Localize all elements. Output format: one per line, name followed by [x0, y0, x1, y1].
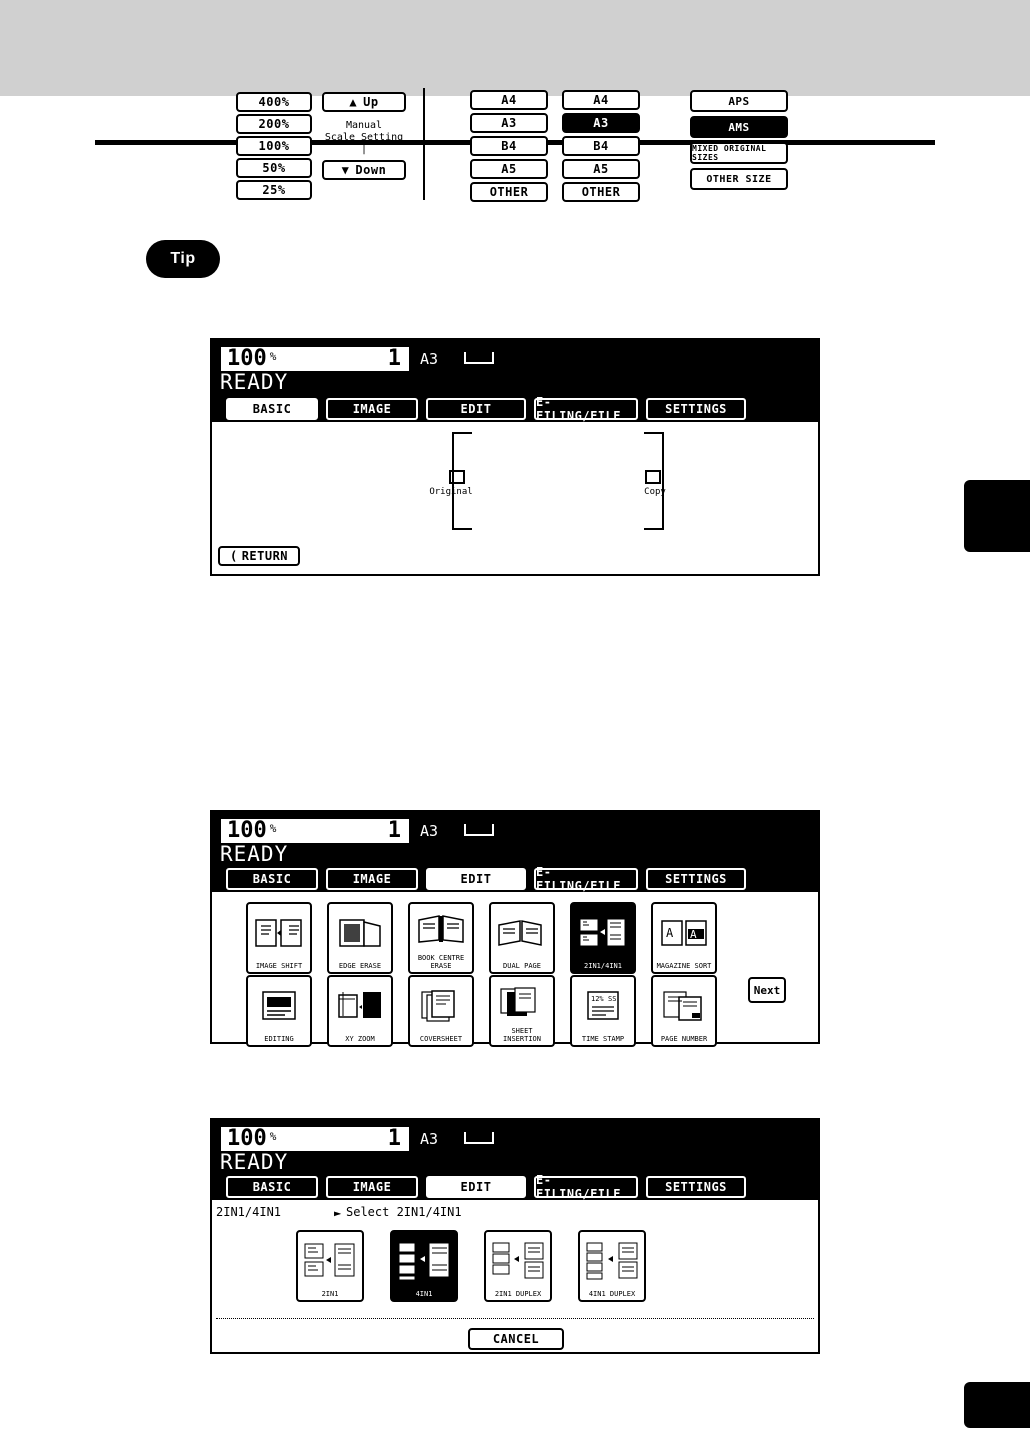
scale-down-button[interactable]	[322, 160, 406, 180]
function-page-number[interactable]	[651, 975, 717, 1047]
tab-edit[interactable]: EDIT	[426, 868, 526, 890]
function-sheet-insertion[interactable]	[489, 975, 555, 1047]
zoom-preset-100[interactable]: 100%	[236, 136, 312, 156]
original-size-a4[interactable]: A4	[470, 90, 548, 110]
tab-efiling-file[interactable]: E-FILING/FILE	[534, 868, 638, 890]
other-size-button[interactable]: OTHER SIZE	[690, 168, 788, 190]
mode-label: 2IN1 DUPLEX	[494, 1290, 542, 1298]
function-label: EDITING	[264, 1035, 294, 1043]
original-label: Original	[429, 487, 473, 497]
manual-caption-2: Scale Setting	[324, 132, 404, 143]
ratio-percent: %	[269, 349, 277, 363]
page-number-icon	[653, 977, 715, 1035]
manual-scale-caption	[322, 120, 406, 156]
return-label: RETURN	[241, 549, 289, 563]
function-coversheet[interactable]	[408, 975, 474, 1047]
editing-icon	[248, 977, 310, 1035]
time-stamp-icon	[572, 977, 634, 1035]
zoom-preset-200[interactable]: 200%	[236, 114, 312, 134]
copy-size-other[interactable]: OTHER	[562, 182, 640, 202]
ready-status: READY	[220, 1150, 289, 1174]
4in1-icon	[397, 1232, 451, 1290]
paper-tray-icon	[464, 1132, 494, 1144]
tab-image[interactable]: IMAGE	[326, 868, 418, 890]
copy-count: 1	[387, 346, 401, 371]
dual-page-icon	[491, 904, 553, 962]
function-xy-zoom[interactable]	[327, 975, 393, 1047]
function-editing[interactable]	[246, 975, 312, 1047]
tab-basic[interactable]: BASIC	[226, 868, 318, 890]
tab-basic[interactable]: BASIC	[226, 1176, 318, 1198]
svg-text:12%: 12%	[591, 995, 604, 1003]
next-button[interactable]: Next	[748, 977, 786, 1003]
tab-image[interactable]: IMAGE	[326, 398, 418, 420]
separator-line	[216, 1318, 814, 1319]
original-size-column	[470, 90, 548, 205]
edge-erase-icon	[329, 904, 391, 962]
mode-label: 4IN1 DUPLEX	[588, 1290, 636, 1298]
ams-button[interactable]: AMS	[690, 116, 788, 138]
function-2in1-4in1[interactable]	[570, 902, 636, 974]
copy-size-column	[562, 90, 640, 205]
function-label: IMAGE SHIFT	[255, 962, 303, 970]
original-size-other[interactable]: OTHER	[470, 182, 548, 202]
function-label: 2IN1/4IN1	[584, 962, 622, 970]
aps-button[interactable]: APS	[690, 90, 788, 112]
instruction-text: Select 2IN1/4IN1	[346, 1205, 462, 1219]
cancel-button[interactable]: CANCEL	[468, 1328, 564, 1350]
side-thumb-tab	[964, 480, 1030, 552]
ratio-value: 100	[227, 818, 267, 843]
zoom-screen-panel	[210, 338, 820, 576]
zoom-preset-column	[236, 92, 312, 202]
side-thumb-tab-bottom	[964, 1382, 1030, 1428]
mode-label: 4IN1	[415, 1290, 433, 1298]
edit-function-grid	[246, 902, 730, 1047]
function-label: PAGE NUMBER	[660, 1035, 708, 1043]
tab-efiling-file[interactable]: E-FILING/FILE	[534, 1176, 638, 1198]
ratio-percent: %	[269, 821, 277, 835]
page-header-band	[0, 0, 1030, 96]
function-label: EDGE ERASE	[338, 962, 382, 970]
tab-efiling-file[interactable]: E-FILING/FILE	[534, 398, 638, 420]
function-label: XY ZOOM	[345, 1035, 375, 1043]
copy-size-a3[interactable]: A3	[562, 113, 640, 133]
scale-up-button[interactable]	[322, 92, 406, 112]
manual-caption-1: Manual	[345, 120, 383, 131]
scale-up-label: Up	[363, 95, 379, 109]
mixed-original-sizes-button[interactable]: MIXED ORIGINAL SIZES	[690, 142, 788, 164]
tab-edit[interactable]: EDIT	[426, 398, 526, 420]
ratio-display	[220, 1126, 410, 1152]
function-image-shift[interactable]	[246, 902, 312, 974]
arrow-right-icon: ►	[334, 1206, 342, 1220]
function-label: SHEET INSERTION	[503, 1027, 541, 1043]
original-size-a3[interactable]: A3	[470, 113, 548, 133]
copy-size-a4[interactable]: A4	[562, 90, 640, 110]
copy-count: 1	[387, 1126, 401, 1151]
xy-zoom-icon	[329, 977, 391, 1035]
manual-scale-group	[322, 92, 406, 180]
mode-4in1-duplex[interactable]	[578, 1230, 646, 1302]
mode-2in1[interactable]	[296, 1230, 364, 1302]
ready-status: READY	[220, 370, 289, 394]
svg-text:A: A	[666, 926, 674, 940]
paper-tray-icon	[464, 352, 494, 364]
panel-divider	[423, 88, 425, 200]
triangle-down-icon: ▼	[341, 163, 350, 177]
ready-status: READY	[220, 842, 289, 866]
copy-document-icon	[645, 470, 661, 484]
return-button[interactable]	[218, 546, 300, 566]
2in1-duplex-icon	[491, 1232, 545, 1290]
status-header	[212, 1120, 818, 1200]
image-shift-icon	[248, 904, 310, 962]
copy-size-b4[interactable]: B4	[562, 136, 640, 156]
original-size-a5[interactable]: A5	[470, 159, 548, 179]
original-document-icon	[449, 470, 465, 484]
ratio-percent: %	[269, 1129, 277, 1143]
mode-label: 2IN1	[321, 1290, 339, 1298]
tab-bar	[226, 395, 746, 423]
ratio-display	[220, 346, 410, 372]
2in1-icon	[303, 1232, 357, 1290]
breadcrumb	[216, 1205, 462, 1220]
tab-settings[interactable]: SETTINGS	[646, 398, 746, 420]
2in1-4in1-icon	[572, 904, 634, 962]
function-label: COVERSHEET	[419, 1035, 463, 1043]
status-header	[212, 340, 818, 422]
tab-image[interactable]: IMAGE	[326, 1176, 418, 1198]
ratio-display	[220, 818, 410, 844]
zoom-preset-25[interactable]: 25%	[236, 180, 312, 200]
copy-label: Copy	[644, 487, 666, 497]
function-label: BOOK CENTRE ERASE	[417, 954, 465, 970]
function-magazine-sort[interactable]	[651, 902, 717, 974]
status-header	[212, 812, 818, 892]
paper-size-label: A3	[420, 822, 439, 840]
original-size-b4[interactable]: B4	[470, 136, 548, 156]
function-label: MAGAZINE SORT	[656, 962, 712, 970]
magazine-sort-icon	[653, 904, 715, 962]
sheet-insertion-icon	[491, 977, 553, 1027]
tab-settings[interactable]: SETTINGS	[646, 1176, 746, 1198]
coversheet-icon	[410, 977, 472, 1035]
function-label: TIME STAMP	[581, 1035, 625, 1043]
function-time-stamp[interactable]	[570, 975, 636, 1047]
function-edge-erase[interactable]	[327, 902, 393, 974]
zoom-preset-50[interactable]: 50%	[236, 158, 312, 178]
tip-badge: Tip	[146, 240, 220, 278]
mode-4in1[interactable]	[390, 1230, 458, 1302]
mode-2in1-duplex[interactable]	[484, 1230, 552, 1302]
svg-text:A: A	[690, 928, 697, 941]
paper-tray-icon	[464, 824, 494, 836]
tab-edit[interactable]: EDIT	[426, 1176, 526, 1198]
tab-settings[interactable]: SETTINGS	[646, 868, 746, 890]
edit-menu-panel	[210, 810, 820, 1044]
function-label: DUAL PAGE	[503, 962, 541, 970]
tab-bar	[226, 1173, 746, 1201]
svg-text:SS: SS	[608, 995, 617, 1003]
book-centre-erase-icon	[410, 904, 472, 954]
paper-size-label: A3	[420, 350, 439, 368]
function-dual-page[interactable]	[489, 902, 555, 974]
zoom-preset-400[interactable]: 400%	[236, 92, 312, 112]
mode-option-row	[296, 1230, 646, 1302]
4in1-duplex-icon	[585, 1232, 639, 1290]
ratio-value: 100	[227, 346, 267, 371]
copy-count: 1	[387, 818, 401, 843]
breadcrumb-label: 2IN1/4IN1	[216, 1205, 282, 1219]
copy-size-a5[interactable]: A5	[562, 159, 640, 179]
paper-mode-column	[690, 90, 788, 194]
tab-basic[interactable]: BASIC	[226, 398, 318, 420]
scale-down-label: Down	[355, 163, 387, 177]
triangle-up-icon: ▲	[349, 95, 358, 109]
manual-caption-divider: |	[360, 144, 368, 155]
paper-size-label: A3	[420, 1130, 439, 1148]
function-book-centre-erase[interactable]	[408, 902, 474, 974]
return-arrow-icon: (	[229, 549, 238, 563]
tab-bar	[226, 865, 746, 893]
ratio-value: 100	[227, 1126, 267, 1151]
